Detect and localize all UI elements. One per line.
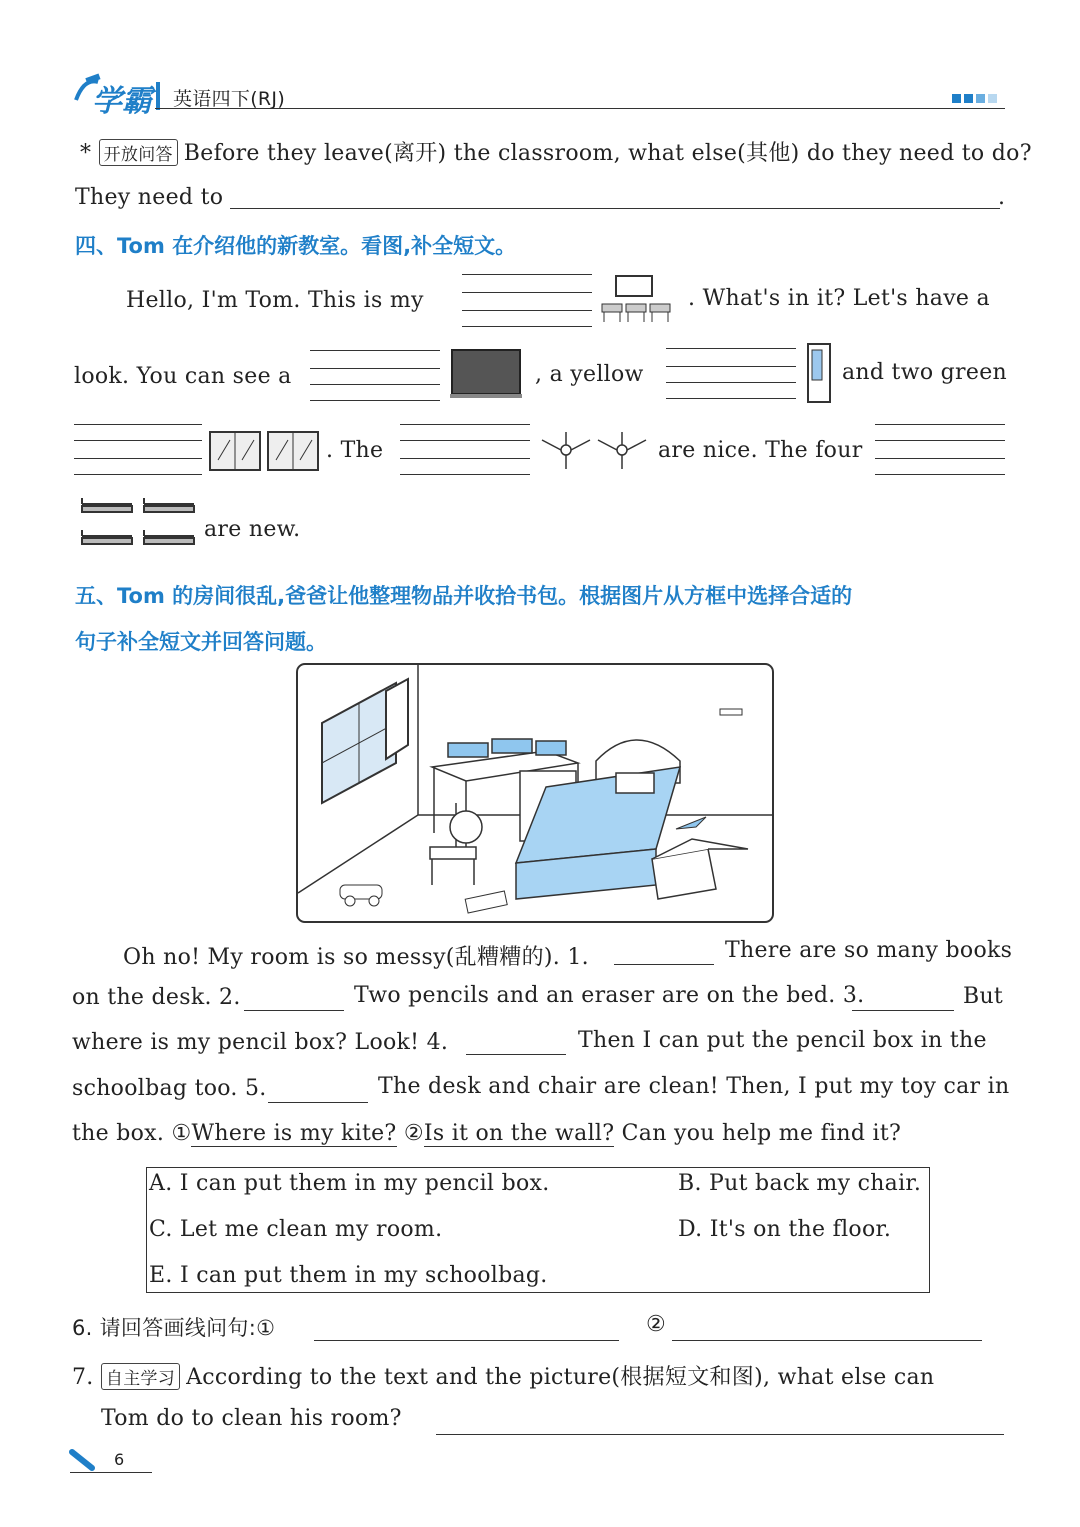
blank-1a[interactable]	[462, 274, 592, 275]
section5-title-2: 句子补全短文并回答问题。	[75, 630, 327, 654]
s5-l1-a: Oh no! My room is so messy(乱糟糟的). 1.	[123, 945, 589, 970]
page-number: 6	[114, 1450, 125, 1469]
blank-2c[interactable]	[310, 384, 440, 385]
s4-p1-b: . What's in it? Let's have a	[688, 286, 990, 311]
underlined-question-1: Where is my kite?	[191, 1121, 397, 1146]
q7-tag: 自主学习	[101, 1363, 180, 1390]
blank-5b[interactable]	[400, 440, 530, 441]
header-squares	[952, 88, 997, 107]
s4-p2-a: look. You can see a	[74, 364, 292, 389]
q7-num: 7.	[72, 1365, 94, 1390]
blank-4d[interactable]	[74, 474, 202, 475]
q6-blank-1[interactable]	[314, 1340, 619, 1341]
choice-c: C. Let me clean my room.	[149, 1217, 443, 1242]
blank-5d[interactable]	[400, 474, 530, 475]
s4-p3-b: are nice. The four	[658, 438, 863, 463]
blank-3b[interactable]	[666, 366, 796, 367]
q6-blank-2[interactable]	[672, 1340, 982, 1341]
q7	[72, 1360, 934, 1391]
s5-l4-a: schoolbag too. 5.	[72, 1076, 267, 1101]
blank-6a[interactable]	[875, 424, 1005, 425]
section5-title-1: 五、Tom 的房间很乱,爸爸让他整理物品并收拾书包。根据图片从方框中选择合适的	[75, 584, 853, 608]
blank-s5-1[interactable]	[614, 964, 714, 965]
s5-l5-b: Can you help me find it?	[621, 1121, 902, 1146]
open-question: * 开放问答 Before they leave(离开) the classroom, what else(其他) do they need to do?	[80, 141, 1032, 166]
header-rule	[155, 108, 1005, 109]
s4-p2-b: , a yellow	[535, 362, 644, 387]
underlined-question-2: Is it on the wall?	[423, 1121, 615, 1146]
s5-l5-a: the box. ①	[72, 1121, 192, 1146]
s5-l2-a: on the desk. 2.	[72, 985, 241, 1010]
blank-3a[interactable]	[666, 348, 796, 349]
lights-icon	[72, 496, 198, 560]
q7-text-2: Tom do to clean his room?	[101, 1406, 402, 1431]
blank-s5-4[interactable]	[466, 1054, 566, 1055]
blank-6c[interactable]	[875, 458, 1005, 459]
blank-s5-5[interactable]	[268, 1102, 368, 1103]
brand-title: 学霸	[92, 84, 152, 119]
s4-p3-a: . The	[326, 438, 384, 463]
answer-blank[interactable]	[230, 208, 1000, 209]
section4-title: 四、Tom 在介绍他的新教室。看图,补全短文。	[75, 234, 517, 258]
choice-d: D. It's on the floor.	[678, 1217, 892, 1242]
choice-b: B. Put back my chair.	[678, 1171, 922, 1196]
s5-l3-a: where is my pencil box? Look! 4.	[72, 1030, 449, 1055]
blank-2d[interactable]	[310, 400, 440, 401]
blackboard-icon	[450, 348, 524, 400]
blank-4c[interactable]	[74, 458, 202, 459]
blank-6d[interactable]	[875, 474, 1005, 475]
q6-label: 6. 请回答画线问句:①	[72, 1316, 276, 1340]
q7-text: According to the text and the picture(根据短文和图), what else can	[186, 1365, 935, 1390]
blank-2b[interactable]	[310, 368, 440, 369]
subject-label: 英语四下(RJ)	[173, 88, 286, 110]
blank-1b[interactable]	[462, 292, 592, 293]
open-question-tag: 开放问答	[99, 139, 178, 166]
classroom-icon	[600, 274, 680, 326]
blank-4b[interactable]	[74, 440, 202, 441]
s5-l1-b: There are so many books	[725, 938, 1013, 963]
blank-1c[interactable]	[462, 310, 592, 311]
blank-5c[interactable]	[400, 458, 530, 459]
choice-a: A. I can put them in my pencil box.	[149, 1171, 550, 1196]
door-icon	[806, 342, 832, 404]
windows-icon	[208, 430, 322, 472]
s4-p1-a: Hello, I'm Tom. This is my	[126, 288, 424, 313]
s5-l2-b: Two pencils and an eraser are on the bed. 3.	[354, 983, 865, 1008]
q7-blank[interactable]	[436, 1434, 1004, 1435]
s5-l4-b: The desk and chair are clean! Then, I put my toy car in	[378, 1074, 1010, 1099]
period: .	[998, 185, 1006, 210]
blank-6b[interactable]	[875, 440, 1005, 441]
blank-2a[interactable]	[310, 350, 440, 351]
footer-rule	[70, 1472, 152, 1473]
s4-p4: are new.	[204, 517, 301, 542]
blank-1d[interactable]	[462, 326, 592, 327]
blank-3c[interactable]	[666, 382, 796, 383]
open-question-text: Before they leave(离开) the classroom, what else(其他) do they need to do?	[183, 141, 1032, 166]
s5-l5-mid: ②	[403, 1121, 424, 1146]
pencil-icon	[68, 1448, 98, 1472]
messy-room-illustration	[296, 663, 776, 925]
s5-l3-b: Then I can put the pencil box in the	[578, 1028, 987, 1053]
s4-p2-c: and two green	[842, 360, 1007, 385]
q6-mark-2: ②	[646, 1312, 667, 1337]
s5-l5	[72, 1121, 901, 1146]
blank-s5-2[interactable]	[244, 1010, 344, 1011]
s5-l2-c: But	[963, 984, 1004, 1009]
answer-prefix: They need to	[75, 185, 224, 210]
blank-5a[interactable]	[400, 424, 530, 425]
blank-4a[interactable]	[74, 424, 202, 425]
brand-divider	[156, 82, 160, 110]
fans-icon	[538, 430, 650, 472]
blank-s5-3[interactable]	[852, 1010, 954, 1011]
choice-e: E. I can put them in my schoolbag.	[149, 1263, 548, 1288]
blank-3d[interactable]	[666, 398, 796, 399]
